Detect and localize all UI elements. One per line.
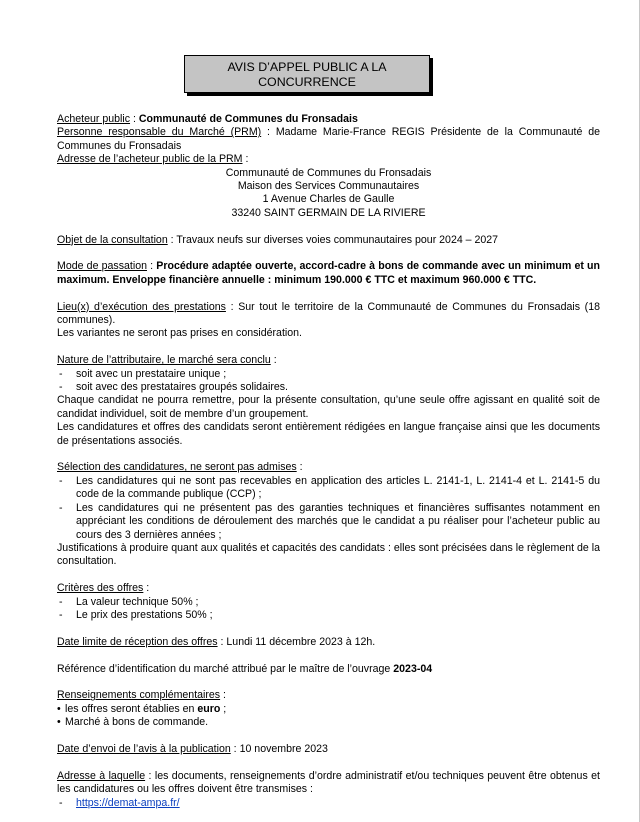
acheteur-label: Acheteur public [57,113,131,125]
adresse-line: 33240 SAINT GERMAIN DE LA RIVIERE [231,206,426,219]
nature-para-2: Les candidatures et offres des candidats seront entièrement rédigées en langue française ainsi que les documents de présentations associés. [57,421,600,447]
objet-value: Travaux neufs sur diverses voies communautaires pour 2024 – 2027 [176,233,499,246]
objet-label: Objet de la consultation [57,233,168,246]
mode-label: Mode de passation [57,260,147,273]
list-item: - https://demat-ampa.fr/ [59,796,180,809]
variantes-text: Les variantes ne seront pas prises en considération. [57,327,302,340]
list-item: - La valeur technique 50% ; [59,595,199,608]
date-envoi-row: Date d’envoi de l’avis à la publication : 10 novembre 2023 [57,742,328,755]
prm-value: Madame Marie-France REGIS Présidente de la Communauté de Communes du Fronsadais [57,126,600,152]
nature-para-1: Chaque candidat ne pourra remettre, pour la présente consultation, qu’une seule offre agissant en qualité soit de candidat individuel, soit de membre d’un groupement. [57,394,600,420]
prm-row: Personne responsable du Marché (PRM) : Madame Marie-France REGIS Présidente de la Communauté de Communes du Fronsadais [57,126,600,152]
acheteur-value: Communauté de Communes du Fronsadais [138,113,358,125]
selection-label: Sélection des candidatures, ne seront pas admises [57,461,297,474]
adresse-laquelle-row: Adresse à laquelle : les documents, renseignements d’ordre administratif et/ou techniques peuvent être obtenus et les candidatures ou les offres doivent être transmises : [57,769,600,796]
nature-label: Nature de l’attributaire, le marché sera conclu [57,354,271,367]
mode-row: Mode de passation : Procédure adaptée ouverte, accord-cadre à bons de commande avec un minimum et un maximum. Enveloppe financière annuelle : minimum 190.000 € TTC et maximum 960.000 € TTC. [57,260,600,286]
demat-link[interactable]: https://demat-ampa.fr/ [76,796,180,809]
list-item: - Les candidatures qui ne présentent pas des garanties techniques et financières suffisantes notamment en appréciant les conditions de déroulement des marchés que le candidat a pu réaliser pour l’acheteur public au cours des 3 dernières années ; [59,501,600,541]
date-envoi-value: 10 novembre 2023 [239,742,328,755]
selection-label-row: Sélection des candidatures, ne seront pas admises : [57,461,303,474]
reference-code: 2023-04 [393,662,433,675]
mode-value: Procédure adaptée ouverte, accord-cadre à bons de commande avec un minimum et un maximum. Enveloppe financière annuelle : minimum 190.000 € TTC et maximum 960.000 € TTC. [57,260,600,286]
adresse-laquelle-label: Adresse à laquelle [57,769,146,782]
lieu-row: Lieu(x) d’exécution des prestations : Sur tout le territoire de la Communauté de Communes du Fronsadais (18 communes). [57,300,600,327]
notice-content [57,113,600,810]
prm-label: Personne responsable du Marché (PRM) [57,126,262,139]
list-item: - soit avec un prestataire unique ; [59,367,227,380]
adresse-laquelle-value: les documents, renseignements d’ordre administratif et/ou techniques peuvent être obtenus et les candidatures ou les offres doivent être transmises : [57,769,600,796]
criteres-label: Critères des offres [57,582,144,595]
list-item: • les offres seront établies en euro ; [57,702,227,715]
adresse-label: Adresse de l’acheteur public de la PRM [57,153,243,166]
objet-row: Objet de la consultation : Travaux neufs sur diverses voies communautaires pour 2024 – 2027 [57,233,499,246]
list-item: • Marché à bons de commande. [57,716,209,729]
adresse-label-row: Adresse de l’acheteur public de la PRM : [57,153,249,166]
date-limite-value: Lundi 11 décembre 2023 à 12h. [226,635,376,648]
date-limite-label: Date limite de réception des offres [57,635,218,648]
reference-text: Référence d’identification du marché attribué par le maître de l’ouvrage [57,662,391,675]
list-item: - Les candidatures qui ne sont pas recevables en application des articles L. 2141-1, L. 2141-4 et L. 2141-5 du code de la commande publique (CCP) ; [59,474,600,501]
adresse-line: Maison des Services Communautaires [237,180,420,193]
date-limite-row: Date limite de réception des offres : Lundi 11 décembre 2023 à 12h. [57,635,376,648]
acheteur-row: Acheteur public : Communauté de Communes du Fronsadais [57,113,358,125]
lieu-value: Sur tout le territoire de la Communauté de Communes du Fronsadais (18 communes). [57,300,600,327]
justifications-text: Justifications à produire quant aux qualités et capacités des candidats : elles sont précisées dans le règlement de la consultation. [57,541,600,568]
date-envoi-label: Date d’envoi de l’avis à la publication [57,742,231,755]
title-line-1: AVIS D’APPEL PUBLIC A LA [227,60,387,74]
list-item: - Le prix des prestations 50% ; [59,608,213,621]
title-line-2: CONCURRENCE [258,75,356,89]
nature-label-row: Nature de l’attributaire, le marché sera conclu : [57,354,277,367]
reference-row [57,663,600,676]
adresse-line: Communauté de Communes du Fronsadais [225,166,432,179]
title-box [184,55,430,93]
adresse-line: 1 Avenue Charles de Gaulle [262,193,395,206]
renseignements-label: Renseignements complémentaires [57,689,221,702]
list-item: - soit avec des prestataires groupés solidaires. [59,381,288,394]
renseignements-label-row: Renseignements complémentaires : [57,689,226,702]
adresse-block [57,167,600,221]
criteres-label-row: Critères des offres : [57,582,150,595]
lieu-label: Lieu(x) d’exécution des prestations [57,300,226,313]
